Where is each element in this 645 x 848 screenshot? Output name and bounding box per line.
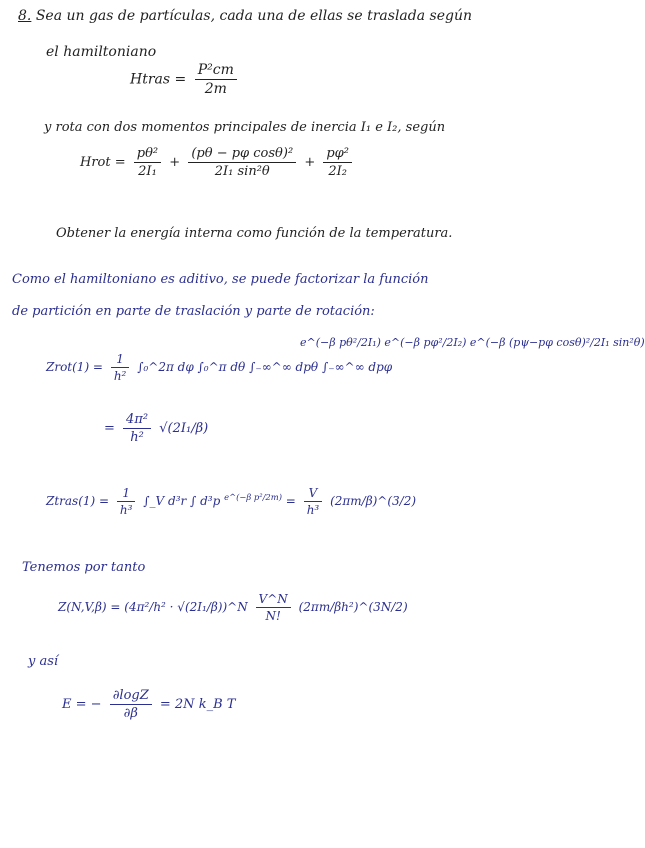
eq-hrot-plus-1: + [169,155,181,170]
eq-ztras-result-paren: (2πm/β)^(3/2) [330,494,417,508]
eq-zrot-result-sqrt: √(2I₁/β) [159,421,209,436]
eq-zrot-result-den: h² [130,430,144,445]
eq-energy-frac [110,688,152,721]
problem-text-1: Sea un gas de partículas, cada una de ellas se traslada según [35,8,472,24]
eq-zrot-exponentials: e^(−β pθ²/2I₁) e^(−β pφ²/2I₂) e^(−β (pψ−pφ cosθ)²/2I₁ sin²θ) [300,336,645,349]
eq-ztras-eq: = [285,494,296,508]
eq-ztotal-rot: (4π²/h² · √(2I₁/β))^N [124,600,248,614]
text-y-asi: y así [28,654,59,669]
solution-line-2: de partición en parte de traslación y parte de rotación: [12,304,375,319]
problem-line-1 [18,8,472,24]
eq-hrot-term3-den: 2I₂ [328,164,347,179]
eq-zrot [46,352,392,383]
eq-zrot-prefactor-den: h² [113,369,127,383]
eq-ztras-result-frac [304,486,323,517]
eq-hrot [80,146,356,179]
eq-energy [62,688,235,721]
eq-hrot-term1 [134,146,161,179]
eq-ztotal-vn-den: N! [265,609,281,623]
eq-htras-num: P²cm [195,62,237,80]
eq-hrot-lhs: Hrot = [80,155,126,170]
problem-number: 8. [18,8,32,24]
eq-hrot-term2-den: 2I₁ sin²θ [214,164,270,179]
eq-ztras-exponential: e^(−β p²/2m) [224,492,282,502]
eq-hrot-term2-num: (pθ − pφ cosθ)² [188,146,296,163]
eq-hrot-term1-den: 2I₁ [138,164,157,179]
eq-energy-lhs: E = − [62,697,102,712]
eq-hrot-term2 [188,146,296,179]
eq-htras-frac [195,62,237,97]
eq-zrot-prefactor [111,352,130,383]
eq-htras-lhs: Htras = [130,71,187,88]
eq-hrot-plus-2: + [304,155,316,170]
eq-ztras-lhs: Ztras(1) = [46,494,110,508]
eq-ztras-prefactor-den: h³ [119,503,133,517]
eq-ztras-result-num: V [304,486,323,502]
eq-ztotal-tras: (2πm/βh²)^(3N/2) [298,600,408,614]
problem-line-2: el hamiltoniano [46,44,157,60]
eq-ztras-integrals: ∫_V d³r ∫ d³p [143,494,221,508]
eq-ztras [46,486,416,517]
eq-energy-num: ∂logZ [110,688,152,705]
eq-energy-den: ∂β [123,706,138,721]
eq-ztotal-vn [256,592,291,623]
eq-ztras-result-den: h³ [306,503,320,517]
eq-hrot-term3 [323,146,352,179]
eq-zrot-result-eq: = [104,421,115,436]
eq-hrot-term3-num: pφ² [323,146,352,163]
problem-line-3: y rota con dos momentos principales de inercia I₁ e I₂, según [44,120,446,135]
eq-zrot-result-frac [123,412,151,445]
eq-hrot-term1-num: pθ² [134,146,161,163]
eq-zrot-result [104,412,208,445]
problem-line-4: Obtener la energía interna como función de la temperatura. [56,226,453,241]
eq-ztotal [58,592,408,623]
eq-ztotal-lhs: Z(N,V,β) = [58,600,121,614]
eq-htras [130,62,241,97]
text-tenemos: Tenemos por tanto [22,560,146,575]
eq-ztras-prefactor-num: 1 [117,486,136,502]
eq-energy-rhs: = 2N k_B T [159,697,236,712]
eq-ztras-prefactor [117,486,136,517]
eq-zrot-lhs: Zrot(1) = [46,360,103,374]
eq-htras-den: 2m [204,81,227,97]
eq-ztotal-vn-num: V^N [256,592,291,608]
solution-line-1: Como el hamiltoniano es aditivo, se puede factorizar la función [12,272,429,287]
eq-zrot-integrals: ∫₀^2π dφ ∫₀^π dθ ∫₋∞^∞ dpθ ∫₋∞^∞ dpφ [137,360,393,374]
eq-zrot-prefactor-num: 1 [111,352,130,368]
eq-zrot-result-num: 4π² [123,412,151,429]
